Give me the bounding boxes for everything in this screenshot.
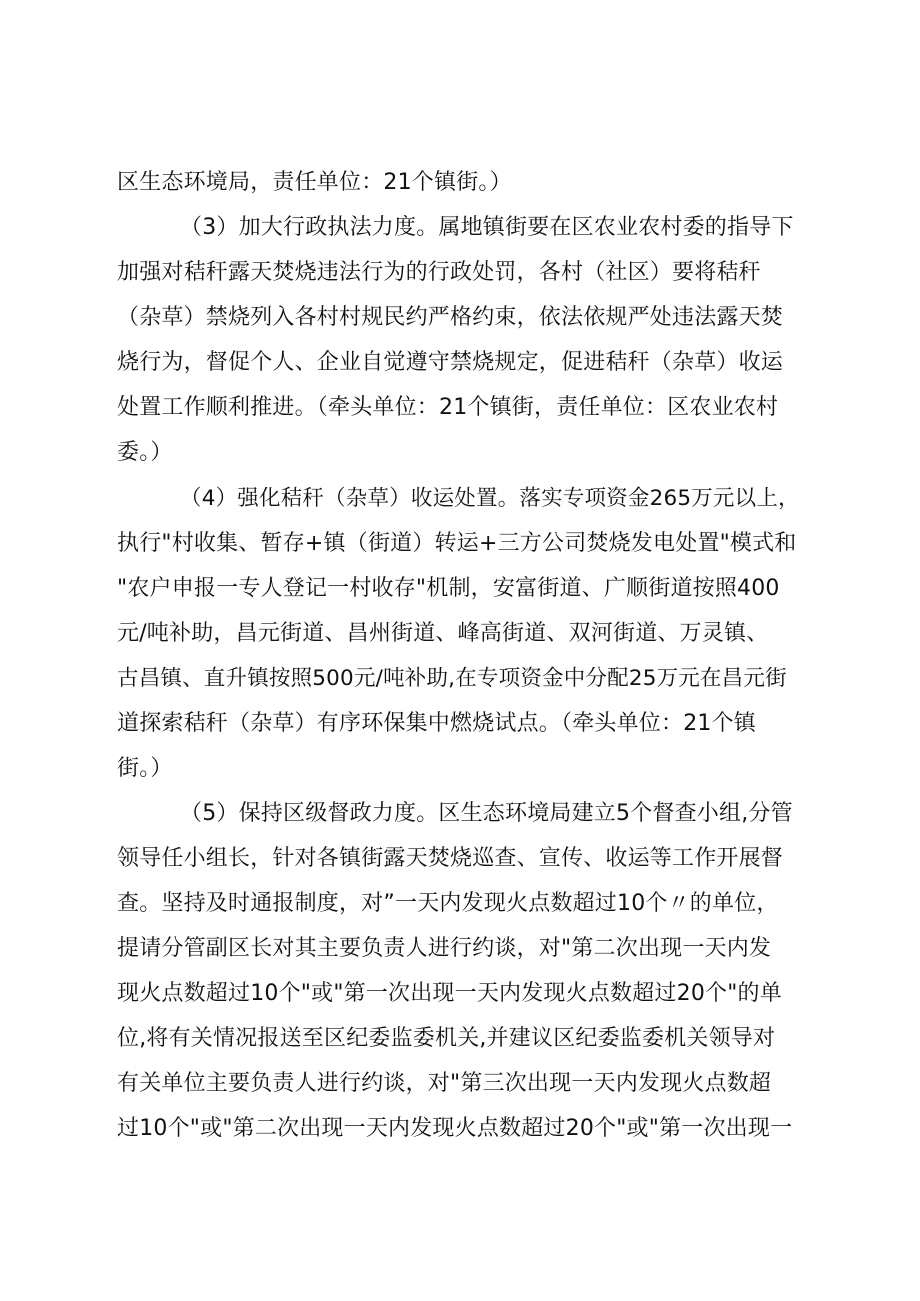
text-line: 现火点数超过10个"或"第一次出现一天内发现火点数超过20个"的单 <box>117 981 782 1006</box>
text-line: 烧行为，督促个人、企业自觉遵守禁烧规定，促进秸秆（杂草）收运 <box>117 350 784 375</box>
text-line: "农户申报一专人登记一村收存"机制，安富街道、广顺街道按照400 <box>117 576 780 601</box>
text-line: 街。） <box>117 756 173 781</box>
text-line: 道探索秸秆（杂草）有序环保集中燃烧试点。（牵头单位：21个镇 <box>117 711 756 736</box>
text-line: 查。坚持及时通报制度，对”一天内发现火点数超过10个〃的单位， <box>117 891 779 916</box>
paragraph-3-heading-line: （3）加大行政执法力度。属地镇街要在区农业农村委的指导下 <box>180 215 794 240</box>
text-line: 过10个"或"第二次出现一天内发现火点数超过20个"或"第一次出现一 <box>117 1116 793 1141</box>
text-line: 处置工作顺利推进。（牵头单位：21个镇街，责任单位：区农业农村 <box>117 395 779 420</box>
text-line: 委。） <box>117 440 173 465</box>
text-line: 位,将有关情况报送至区纪委监委机关,并建议区纪委监委机关领导对 <box>117 1026 776 1051</box>
text-line: 加强对秸秆露天焚烧违法行为的行政处罚，各村（社区）要将秸秆 <box>117 260 761 285</box>
text-line: 古昌镇、直升镇按照500元/吨补助,在专项资金中分配25万元在昌元街 <box>117 666 787 691</box>
paragraph-5-heading-line: （5）保持区级督政力度。区生态环境局建立5个督查小组,分管 <box>180 801 793 826</box>
text-line: 执行"村收集、暂存+镇（街道）转运+三方公司焚烧发电处置"模式和 <box>117 531 797 556</box>
text-line: 领导任小组长，针对各镇街露天焚烧巡查、宣传、收运等工作开展督 <box>117 846 784 871</box>
text-line: 区生态环境局，责任单位：21个镇街。） <box>117 170 512 195</box>
text-line: （杂草）禁烧列入各村村规民约严格约束，依法依规严处违法露天焚 <box>117 305 784 330</box>
text-line: 元/吨补助，昌元街道、昌州街道、峰高街道、双河街道、万灵镇、 <box>117 621 769 646</box>
paragraph-4-heading-line: （4）强化秸秆（杂草）收运处置。落实专项资金265万元以上， <box>180 486 800 511</box>
text-line: 提请分管副区长对其主要负责人进行约谈，对"第二次出现一天内发 <box>117 936 772 961</box>
text-line: 有关单位主要负责人进行约谈，对"第三次出现一天内发现火点数超 <box>117 1071 772 1096</box>
